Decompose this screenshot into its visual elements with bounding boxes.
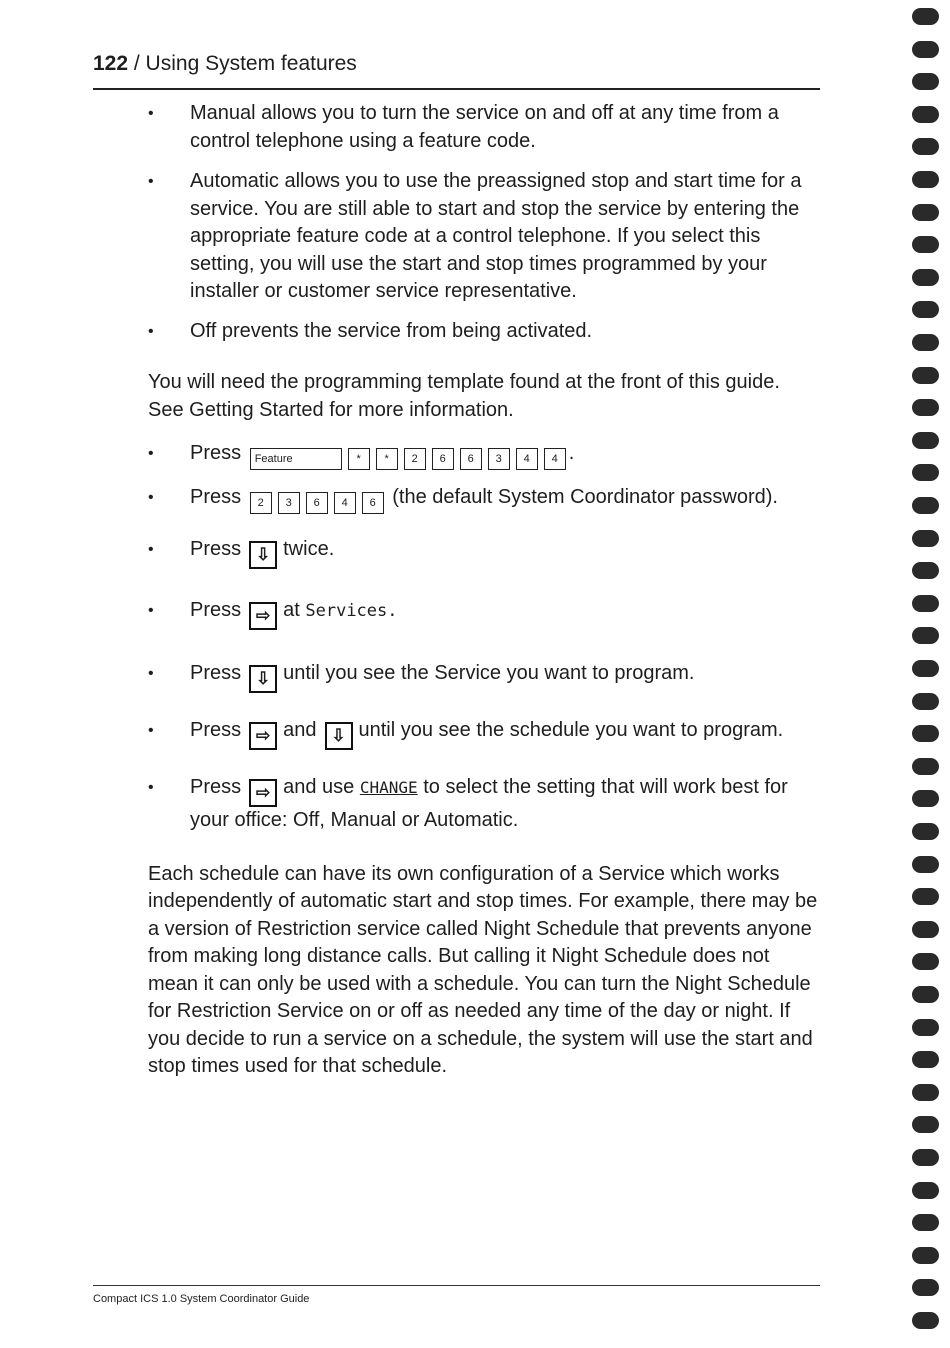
binding-ring	[912, 1019, 939, 1036]
down-arrow-key-icon: ⇩	[249, 541, 277, 569]
binding-ring	[912, 953, 939, 970]
step-right-down-schedule: • Press ⇨ and ⇩ until you see the schedule you want to program.	[148, 717, 820, 750]
binding-ring	[912, 171, 939, 188]
binding-ring	[912, 986, 939, 1003]
binding-ring	[912, 432, 939, 449]
dial-key: 4	[516, 448, 538, 470]
down-arrow-key-icon: ⇩	[325, 722, 353, 750]
header-rule	[93, 88, 820, 90]
binding-ring	[912, 856, 939, 873]
binding-ring	[912, 725, 939, 742]
dial-key: *	[376, 448, 398, 470]
programming-steps	[148, 440, 820, 835]
binding-ring	[912, 204, 939, 221]
display-text-services: Services.	[305, 601, 398, 621]
binding-ring	[912, 758, 939, 775]
dial-key: 2	[404, 448, 426, 470]
binding-ring	[912, 497, 939, 514]
binding-ring	[912, 1247, 939, 1264]
option-automatic: • Automatic allows you to use the preassigned stop and start time for a service. You are still able to start and stop the service by entering the appropriate feature code at a control telephone. If you select this setting, you will use the start and stop times programmed by your installer or customer service representative.	[148, 168, 820, 306]
binding-ring	[912, 236, 939, 253]
step-password: • Press 2 3 6 4 6 (the default System Coordinator password).	[148, 484, 820, 514]
dial-key: 6	[460, 448, 482, 470]
binding-ring	[912, 1116, 939, 1133]
binding-ring	[912, 138, 939, 155]
binding-ring	[912, 823, 939, 840]
binding-ring	[912, 921, 939, 938]
binding-ring	[912, 106, 939, 123]
dial-key: 4	[544, 448, 566, 470]
dial-key: 3	[278, 492, 300, 514]
binding-ring	[912, 1051, 939, 1068]
binding-ring	[912, 1312, 939, 1329]
binding-ring	[912, 1084, 939, 1101]
setting-options-list	[148, 100, 820, 345]
binding-ring	[912, 660, 939, 677]
step-change-setting: • Press ⇨ and use CHANGE to select the setting that will work best for your office: Off, Manual or Automatic.	[148, 774, 820, 835]
schedule-paragraph: Each schedule can have its own configuration of a Service which works independently of automatic start and stop times. For example, there may be a version of Restriction service called Night Schedule that prevents anyone from making long distance calls. But calling it Night Schedule does not mean it can only be used with a schedule. You can turn the Night Schedule for Restriction Service on or off as needed any time of the day or night. If you decide to run a service on a schedule, the system will use the start and stop times used for that schedule.	[148, 862, 818, 1077]
dial-key: 4	[334, 492, 356, 514]
binding-ring	[912, 301, 939, 318]
dial-key: 6	[362, 492, 384, 514]
binding-ring	[912, 888, 939, 905]
template-paragraph: You will need the programming template found at the front of this guide. See Getting Started for more information.	[148, 371, 780, 421]
display-text-change: CHANGE	[359, 778, 418, 797]
dial-key: *	[348, 448, 370, 470]
binding-ring	[912, 464, 939, 481]
binding-ring	[912, 627, 939, 644]
page-header	[93, 52, 357, 76]
dial-key: 6	[306, 492, 328, 514]
binding-ring	[912, 73, 939, 90]
binding-ring	[912, 1214, 939, 1231]
binding-ring	[912, 530, 939, 547]
right-arrow-key-icon: ⇨	[249, 602, 277, 630]
binding-ring	[912, 41, 939, 58]
footer-rule	[93, 1285, 820, 1286]
binding-ring	[912, 595, 939, 612]
step-down-twice: • Press ⇩ twice.	[148, 536, 820, 569]
binding-ring	[912, 334, 939, 351]
dial-key: 3	[488, 448, 510, 470]
feature-key: Feature	[250, 448, 342, 470]
binding-ring	[912, 367, 939, 384]
binding-ring	[912, 562, 939, 579]
step-down-service: • Press ⇩ until you see the Service you want to program.	[148, 660, 820, 693]
dial-key: 2	[250, 492, 272, 514]
page-number: 122	[93, 52, 129, 75]
binding-ring	[912, 269, 939, 286]
option-manual: • Manual allows you to turn the service on and off at any time from a control telephone using a feature code.	[148, 100, 820, 155]
step-right-services: • Press ⇨ at Services.	[148, 597, 820, 630]
right-arrow-key-icon: ⇨	[249, 722, 277, 750]
page-footer: Compact ICS 1.0 System Coordinator Guide	[93, 1293, 310, 1305]
option-off: • Off prevents the service from being activated.	[148, 318, 820, 346]
right-arrow-key-icon: ⇨	[249, 779, 277, 807]
down-arrow-key-icon: ⇩	[249, 665, 277, 693]
binding-ring	[912, 790, 939, 807]
section-title: / Using System features	[133, 52, 357, 75]
binding-ring	[912, 399, 939, 416]
page-body	[148, 98, 820, 1081]
spiral-binding	[912, 0, 944, 1348]
binding-ring	[912, 1182, 939, 1199]
binding-ring	[912, 8, 939, 25]
step-feature-code: • Press Feature * * 2 6 6 3 4 4 .	[148, 440, 820, 470]
dial-key: 6	[432, 448, 454, 470]
binding-ring	[912, 693, 939, 710]
binding-ring	[912, 1279, 939, 1296]
binding-ring	[912, 1149, 939, 1166]
